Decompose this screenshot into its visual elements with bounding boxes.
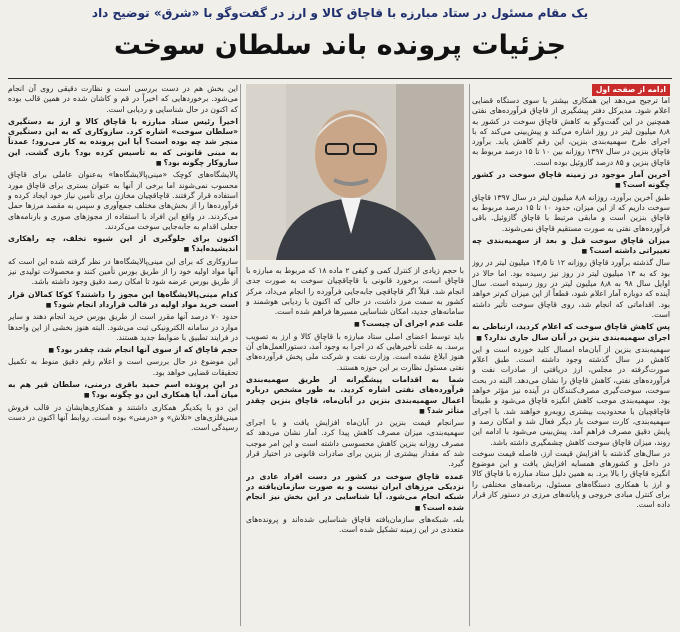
question-paragraph: پس کاهش قاچاق سوخت که اعلام کردید، ارتباطی به اجرای سهمیه‌بندی بنزین در آبان سال جاری ندارد؟ ■	[472, 322, 670, 344]
question-paragraph: علت عدم اجرای آن چیست؟ ■	[246, 319, 464, 330]
body-paragraph: بله، شبکه‌های سازمان‌یافته قاچاق شناسایی شده‌اند و پرونده‌های متعددی در این زمینه تشکیل شده است.	[246, 514, 464, 535]
question-paragraph: میزان قاچاق سوخت قبل و بعد از سهمیه‌بندی چه تغییراتی داشته است؟ ■	[472, 236, 670, 258]
column-divider	[469, 84, 470, 626]
question-paragraph: عمده قاچاق سوخت در کشور در دست افراد عادی در نزدیکی مرزهای ایران نیست و به صورت سازمان‌یافته در شبکه انجام می‌شود. آیا شناسایی در این بخش نیز انجام شده است؟ ■	[246, 472, 464, 514]
body-paragraph: این موضوع در حال بررسی است و اعلام رقم دقیق منوط به تکمیل تحقیقات قضایی خواهد بود.	[8, 357, 238, 377]
body-paragraph: سازوکاری که برای این مینی‌پالایشگاه‌ها در نظر گرفته شده این است که آنها مواد اولیه خود را از طریق بورس تأمین کنند و محصولات تولیدی نیز از طریق بورس عرضه شود تا امکان رصد دقیق وجود داشته باشد.	[8, 256, 238, 287]
continued-tag: ادامه از صفحه اول	[592, 84, 670, 96]
body-paragraph: در سال‌های گذشته با افزایش قیمت ارز، فاصله قیمت سوخت در داخل و کشورهای همسایه افزایش یافت و این موضوع انگیزه قاچاق را بالا برد. به همین دلیل ستاد مبارزه با قاچاق کالا و ارز با همکاری دستگاه‌های مسئول، برنامه‌های مختلفی را برای کنترل مبادی خروجی و پایانه‌های مرزی در دستور کار قرار داده است.	[472, 448, 670, 510]
body-paragraph: حدود ۷۰ درصد آنها مقرر است از طریق بورس خرید انجام دهند و سایر موارد در سامانه الکترونیکی ثبت می‌شود. البته هنوز بخشی از این واحدها در فرایند تطبیق با ضوابط جدید هستند.	[8, 312, 238, 342]
left-column	[8, 84, 238, 626]
middle-column	[246, 266, 464, 626]
body-paragraph: باید توسط اعضای اصلی ستاد مبارزه با قاچاق کالا و ارز به تصویب برسد. به علت تأخیرهایی که در اجرا به وجود آمد، دستورالعمل‌های آن هنوز ابلاغ نشده است. وزارت نفت و شرکت ملی پخش فرآورده‌های نفتی مسئول نظارت بر این حوزه هستند.	[246, 331, 464, 372]
body-paragraph: پالایشگاه‌های کوچک «مینی‌پالایشگاه‌ها» به‌عنوان عاملی برای قاچاق محسوب نمی‌شوند اما برخی از آنها به عنوان بستری برای قاچاق مورد استفاده قرار گرفتند. قاچاقچیان مخازن برای تأمین نیاز خود ایجاد کرده و فرآورده‌ها را از بخش‌های مختلف جمع‌آوری و سپس به مقصد مرزها حمل می‌کردند. در واقع این افراد با استفاده از مجوزهای صوری و بارنامه‌های جعلی اقدام به جابه‌جایی سوخت می‌کردند.	[8, 170, 238, 231]
question-paragraph: اکنون برای جلوگیری از این شیوه تخلف، چه راهکاری اندیشیده‌اید؟ ■	[8, 234, 238, 256]
body-paragraph: این دو با یکدیگر همکاری داشتند و همکاری‌هایشان در قالب فروش مینی‌فلزی‌های «تلاش» و «درمنی» بوده است. روابط آنها اکنون در دست رسیدگی است.	[8, 402, 238, 433]
body-paragraph: سال گذشته برآورد قاچاق روزانه ۱۲ تا ۱۴٫۵ میلیون لیتر در روز بود که به ۱۳ میلیون لیتر در روز نیز رسیده بود. اما حالا در اوایل سال ۹۸ به ۸٫۸ میلیون لیتر در روز رسیده است. سال آینده که دوباره آمار اعلام شود، قطعاً از این میزان کم‌تر خواهد بود. اقداماتی که انجام شد، روی قاچاق سوخت تأثیر داشته است.	[472, 258, 670, 319]
question-paragraph: آخرین آمار موجود در زمینه قاچاق سوخت در کشور چگونه است؟ ■	[472, 170, 670, 192]
question-paragraph: کدام مینی‌پالایشگاه‌ها این مجوز را داشتند؟ کوکا کمالان قرار است خرید مواد اولیه در قالب قرارداد انجام شود؟ ■	[8, 290, 238, 312]
column-divider	[240, 84, 241, 626]
question-paragraph: حجم قاچاق که از سوی آنها انجام شد، چقدر بود؟ ■	[8, 345, 238, 356]
right-column	[472, 84, 670, 626]
body-paragraph: اما ترجیح می‌دهد این همکاری بیشتر با سوی دستگاه قضایی اعلام شود. مدیرکل دفتر پیشگیری از قاچاق فرآورده‌های نفتی همچنین در این گفت‌وگو به کاهش قاچاق سوخت در کشور به ۸٫۸ میلیون لیتر در روز اشاره می‌کند و پیش‌بینی می‌کند که با اجرای طرح سهمیه‌بندی بنزین، این رقم کاهش یابد. برآورد قاچاق بنزین در سال ۱۳۹۷ روزانه بین ۱۰ تا ۱۵ درصد مربوط به قاچاق بنزین و ۸۵ درصد گازوئیل بوده است.	[472, 96, 670, 167]
body-paragraph: طبق آخرین برآورد، روزانه ۸٫۸ میلیون لیتر در سال ۱۳۹۷ قاچاق سوخت داریم که از این میزان، حدود ۱۰ تا ۱۵ درصد مربوط به قاچاق بنزین است و مابقی مرتبط با قاچاق گازوئیل. باقی فرآورده‌های نفتی به صورت مستقیم قاچاق نمی‌شوند.	[472, 192, 670, 233]
body-paragraph: سهمیه‌بندی بنزین از آبان‌ماه امسال کلید خورده است و این کاهش در سال گذشته وجود داشته است. طبق اعلام صورت‌گرفته در مجلس، ارز دریافتی از صادرات نفت و فرآورده‌های نفتی، کاهش قاچاق را نشان می‌دهد. البته در بحث سوخت، سوخت‌گیری مصرف‌کنندگان در آینده نیز مؤثر خواهد بود. سهمیه‌بندی موجب کاهش انگیزه قاچاق می‌شود و طبیعتاً قاچاقچیان با محدودیت بیشتری روبه‌رو خواهند شد. با اجرای سهمیه‌بندی، کارت سوخت بار دیگر فعال شد و امکان رصد و پایش دقیق مصرف فراهم آمد. پیش‌بینی می‌شود با ادامه این روند، میزان قاچاق سوخت کاهش چشمگیری داشته باشد.	[472, 344, 670, 447]
article-headline: جزئیات پرونده باند سلطان سوخت	[113, 30, 567, 61]
body-paragraph: با حجم زیادی از کنترل کمی و کیفی ۲ ماده ۱۸ که مربوط به مبارزه با قاچاق است، برخورد قانونی با قاچاقچیان سوخت به صورت جدی انجام شد. قبلاً اگر قاچاقچی جابه‌جایی فرآورده را انجام می‌داد، مرکز کشور به سمت مرز داشت، در حالی که اکنون با ردیابی هوشمند و سامانه‌های جدید، امکان شناسایی مسیرها فراهم شده است.	[246, 266, 464, 317]
question-paragraph: اخیراً رئیس ستاد مبارزه با قاچاق کالا و ارز به دستگیری «سلطان سوخت» اشاره کرد. سازوکاری که به این دستگیری منجر شد چه بوده است؟ آیا این پرونده به کار می‌رود؛ عمدتاً به مبنی قانونی که به تأسیس کرده بود؟ بازی گشت. این سازوکار چگونه بود؟ ■	[8, 117, 238, 169]
body-paragraph: سرانجام قیمت بنزین در آبان‌ماه افزایش یافت و با اجرای سهمیه‌بندی، میزان مصرف کاهش پیدا کرد. آمار نشان می‌دهد که مصرف روزانه بنزین کاهش محسوسی داشته است و این امر موجب شد که مقدار بیشتری از بنزین برای صادرات قانونی در اختیار قرار گیرد.	[246, 418, 464, 469]
question-paragraph: شما به اقدامات پیشگیرانه از طریق سهمیه‌بندی فرآورده‌های نفتی اشاره کردید. به طور مشخص درباره اعمال سهمیه‌بندی بنزین در آبان‌ماه، قاچاق بنزین چقدر متأثر شد؟ ■	[246, 375, 464, 417]
headline-rule	[8, 78, 672, 79]
photo	[246, 84, 464, 260]
question-paragraph: در این پرونده اسم حمید باقری درمنی، سلطان قیر هم به میان آمد. آیا همکاری این دو چگونه بود؟ ■	[8, 380, 238, 402]
article-kicker: یک مقام مسئول در ستاد مبارزه با قاچاق کالا و ارز در گفت‌وگو با «شرق» توضیح داد	[91, 6, 589, 20]
body-paragraph: این بخش هم در دست بررسی است و نظارت دقیقی روی آن انجام می‌شود. برخوردهایی که اخیراً در قم و کاشان شده در همین قالب بوده که اکنون در حال شناسایی و ردیابی است.	[8, 84, 238, 114]
